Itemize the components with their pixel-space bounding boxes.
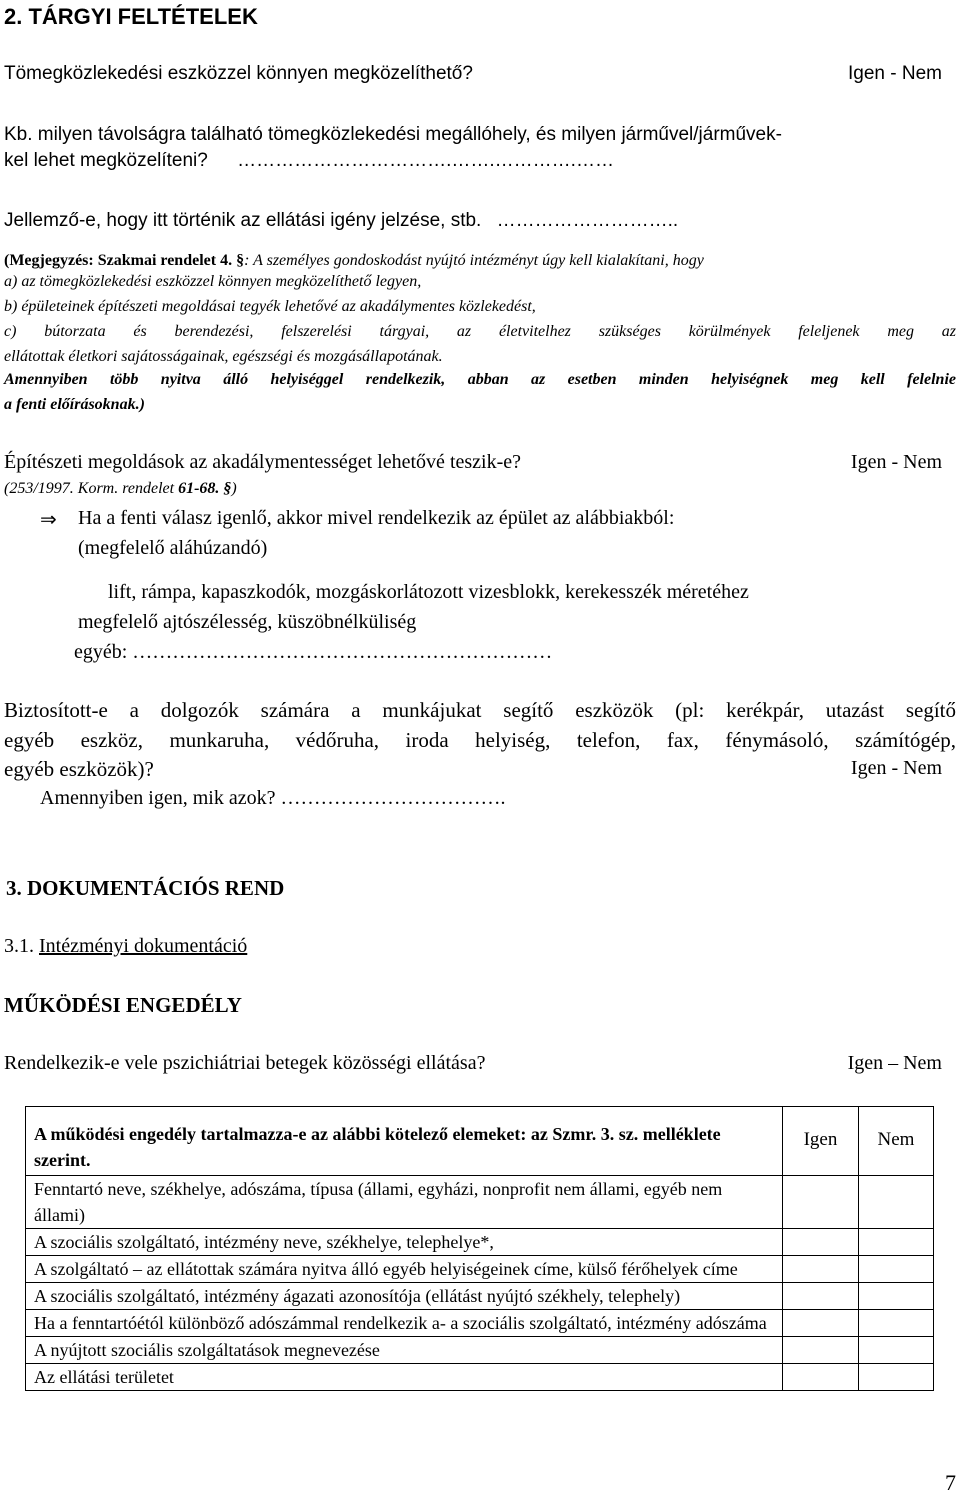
note-text: : A személyes gondoskodást nyújtó intézményt úgy kell kialakítani, hogy: [244, 252, 704, 269]
yes-cell[interactable]: [783, 1229, 859, 1256]
table-header: A működési engedély tartalmazza-e az alábbi kötelező elemeket: az Szmr. 3. sz. melléklete szerint.: [26, 1107, 783, 1176]
table-row: [26, 1310, 934, 1337]
regulation-reference: [4, 480, 237, 498]
note-line-2: a) az tömegközlekedési eszközzel könnyen megközelíthető legyen,: [4, 273, 422, 290]
yes-cell[interactable]: [783, 1310, 859, 1337]
accessibility-options-line1[interactable]: lift, rámpa, kapaszkodók, mozgáskorlátozott vizesblokk, kerekesszék méretéhez: [108, 581, 749, 603]
no-cell[interactable]: [859, 1364, 934, 1391]
reference-sections: 61-68. §: [178, 480, 232, 497]
yes-cell[interactable]: [783, 1337, 859, 1364]
row-label: A nyújtott szociális szolgáltatások megnevezése: [26, 1337, 783, 1364]
answer-igen-nem[interactable]: Igen - Nem: [850, 757, 942, 779]
question-text: kel lehet megközelíteni?: [4, 150, 208, 171]
answer-igen-nem[interactable]: Igen – Nem: [847, 1052, 942, 1074]
column-no: Nem: [859, 1107, 934, 1176]
note-line-5: ellátottak életkori sajátosságainak, egészségi és mozgásállapotának.: [4, 348, 443, 365]
permit-title: MŰKÖDÉSI ENGEDÉLY: [4, 993, 242, 1017]
section-heading-dokumentacios-rend: 3. DOKUMENTÁCIÓS REND: [6, 876, 285, 900]
note-line-3: b) épületeinek építészeti megoldásai tegyék lehetővé az akadálymentes közlekedést,: [4, 298, 536, 315]
question-tavolsag-line2: [4, 150, 614, 172]
column-yes: Igen: [783, 1107, 859, 1176]
table-row: [26, 1256, 934, 1283]
note-bold-line-2: a fenti előírásoknak.): [4, 396, 145, 413]
row-label: A szociális szolgáltató, intézmény ágazati azonosítója (ellátást nyújtó székhely, telephely): [26, 1283, 783, 1310]
accessibility-options-line2[interactable]: megfelelő ajtószélesség, küszöbnélküliség: [78, 611, 417, 633]
question-eszkozok-line2: egyéb eszköz, munkaruha, védőruha, iroda helyiség, telefon, fax, fénymásoló, számítógép,: [4, 728, 956, 752]
question-pszichiatriai: Rendelkezik-e vele pszichiátriai betegek közösségi ellátása?: [4, 1052, 486, 1074]
question-akadalymentesseg: Építészeti megoldások az akadálymentességet lehetővé teszik-e?: [4, 451, 522, 473]
table-row: [26, 1229, 934, 1256]
question-eszkozok-line1: Biztosított-e a dolgozók számára a munkájukat segítő eszközök (pl: kerékpár, utazást segítő: [4, 698, 956, 722]
row-label: Ha a fenntartóétól különböző adószámmal rendelkezik a- a szociális szolgáltató, intézmény adószáma: [26, 1310, 783, 1337]
subsection-heading: [4, 935, 247, 958]
question-tavolsag-line1: Kb. milyen távolságra található tömegközlekedési megállóhely, és milyen járművel/járművek-: [4, 124, 782, 145]
section-heading-targyi-feltetelek: 2. TÁRGYI FELTÉTELEK: [4, 4, 258, 29]
row-label: Az ellátási területet: [26, 1364, 783, 1391]
table-header-row: [26, 1107, 934, 1176]
followup-question: Ha a fenti válasz igenlő, akkor mivel rendelkezik az épület az alábbiakból:: [78, 507, 675, 529]
yes-cell[interactable]: [783, 1176, 859, 1229]
subsection-title: Intézményi dokumentáció: [39, 935, 248, 957]
no-cell[interactable]: [859, 1337, 934, 1364]
arrow-icon: ⇒: [40, 509, 57, 531]
answer-igen-nem[interactable]: Igen - Nem: [848, 63, 942, 84]
followup-mik-azok[interactable]: Amennyiben igen, mik azok? …………………………….: [40, 787, 506, 809]
other-field[interactable]: egyéb: ………………………………………………………: [74, 641, 553, 663]
yes-cell[interactable]: [783, 1364, 859, 1391]
yes-cell[interactable]: [783, 1256, 859, 1283]
table-row: [26, 1337, 934, 1364]
note-line-1: [4, 252, 704, 270]
note-lead: (Megjegyzés: Szakmai rendelet 4. §: [4, 252, 245, 269]
answer-dots[interactable]: ………………………..: [496, 210, 679, 231]
table-row: [26, 1364, 934, 1391]
row-label: A szociális szolgáltató, intézmény neve, székhelye, telephelye*,: [26, 1229, 783, 1256]
reference-close: ): [231, 480, 237, 497]
no-cell[interactable]: [859, 1176, 934, 1229]
question-text: Jellemző-e, hogy itt történik az ellátási igény jelzése, stb.: [4, 210, 482, 231]
question-igeny-jelzes: [4, 210, 678, 232]
question-eszkozok-line3: egyéb eszközök)?: [4, 757, 154, 781]
table-row: [26, 1176, 934, 1229]
table-row: [26, 1283, 934, 1310]
no-cell[interactable]: [859, 1310, 934, 1337]
yes-cell[interactable]: [783, 1283, 859, 1310]
followup-instruction: (megfelelő aláhúzandó): [78, 537, 268, 559]
answer-igen-nem[interactable]: Igen - Nem: [850, 451, 942, 473]
row-label: Fenntartó neve, székhelye, adószáma, típusa (állami, egyházi, nonprofit nem állami, egyéb nem állami): [26, 1176, 783, 1229]
subsection-number: 3.1.: [4, 935, 39, 957]
no-cell[interactable]: [859, 1256, 934, 1283]
no-cell[interactable]: [859, 1283, 934, 1310]
no-cell[interactable]: [859, 1229, 934, 1256]
note-line-4: c) bútorzata és berendezési, felszerelési tárgyai, az életvitelhez szükséges körülmények feleljenek meg az: [4, 323, 956, 340]
reference-text: (253/1997. Korm. rendelet: [4, 480, 179, 497]
question-kozlekedes: Tömegközlekedési eszközzel könnyen megközelíthető?: [4, 63, 473, 84]
note-bold-line-1: Amennyiben több nyitva álló helyiséggel rendelkezik, abban az esetben minden helyiségnek meg kell felelnie: [4, 371, 956, 388]
row-label: A szolgáltató – az ellátottak számára nyitva álló egyéb helyiségeinek címe, külső férőhelyek címe: [26, 1256, 783, 1283]
permit-elements-table: [25, 1106, 934, 1391]
answer-dots[interactable]: …………………………….…….………….……: [237, 150, 614, 171]
page-number: 7: [945, 1470, 956, 1495]
